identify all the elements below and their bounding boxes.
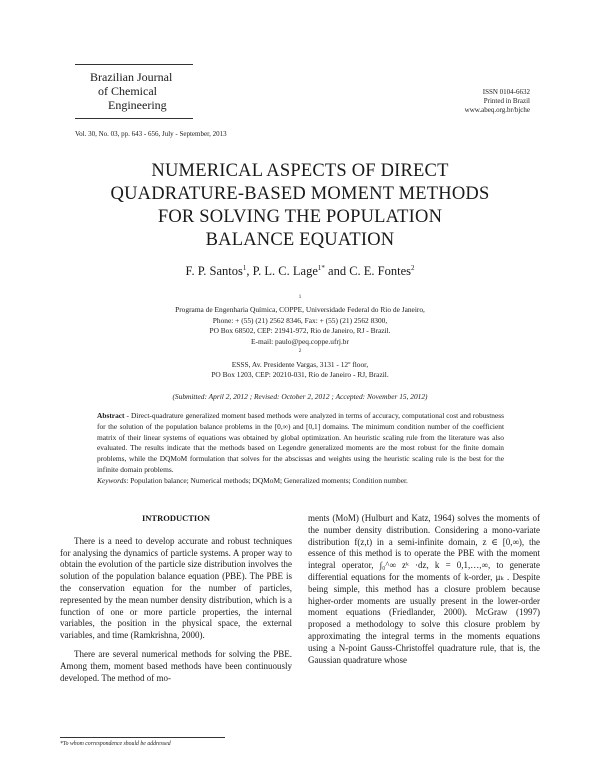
journal-line-1: Brazilian Journal (90, 70, 173, 84)
journal-name (90, 70, 190, 112)
affil-line-1: $^1$ Programa de Engenharia Química, COPPE, Universidade Federal do Rio de Janeiro, (175, 295, 425, 315)
title-line-1: NUMERICAL ASPECTS OF DIRECT (151, 161, 449, 181)
authors (60, 264, 540, 279)
submission-dates: (Submitted: April 2, 2012 ; Revised: October 2, 2012 ; Accepted: November 15, 2012) (172, 392, 428, 401)
keywords (97, 476, 504, 487)
intro-paragraph-1: There is a need to develop accurate and robust techniques for analysing the dynamics of particle systems. A proper way to obtain the evolution of the particle size distribution involves the solution of the population balance equation (PBE). The PBE is the conservation equation for the number of particles, represented by the mean number density distribution, which is a function of one or more particle properties, the internal variables, the position in the physical space, the external variables, and time (Ramkrishna, 2000). (60, 535, 292, 641)
author-2-sup: 1* (317, 264, 325, 272)
journal-line-2: of Chemical (98, 84, 157, 98)
author-3-sup: 2 (411, 264, 415, 272)
author-3: and C. E. Fontes (324, 264, 411, 279)
author-1: F. P. Santos (185, 264, 243, 279)
author-1-sup: 1 (242, 264, 247, 272)
intro-paragraph-2: There are several numerical methods for solving the PBE. Among them, moment based methods have been continuously developed. The method of mo- (60, 648, 292, 683)
issn: ISSN 0104-6632 (482, 88, 530, 96)
affil-line-3: PO Box 68502, CEP: 21941-972, Rio de Janeiro, RJ - Brazil. (209, 326, 391, 336)
right-column (308, 513, 540, 673)
journal-line-3: Engineering (108, 98, 167, 112)
paper-title (60, 160, 540, 252)
affiliations (60, 293, 540, 381)
title-line-2: QUADRATURE-BASED MOMENT METHODS (110, 184, 490, 204)
journal-rule-bottom (75, 118, 193, 119)
keywords-label: Keywords (97, 476, 127, 485)
author-2: , P. L. C. Lage (246, 264, 318, 279)
affil-sup-1: 1 (298, 295, 302, 300)
title-line-3: FOR SOLVING THE POPULATION (157, 207, 443, 227)
intro-paragraph-3: ments (MoM) (Hulburt and Katz, 1964) solves the moments of the number density distribution. Considering a mono-variate distribution f(z,t) in a semi-infinite domain, z ∈ [0,∞), the essence of this method is to operate the PBE with the moment integral operator, ∫₀^∞ zᵏ ·dz, k = 0,1,…,∞, to generate differential equations for the moments of k-order, μₖ . Despite being simple, this method has a closure problem because higher-order moments are usually present in the lower-order moment equations (Friedlander, 2000). McGraw (1997) proposed a methodology to solve this closure problem by approximating the integral terms in the moments equations using a N-point Gauss-Christoffel quadrature rule, that is, the Gaussian quadrature whose (308, 513, 540, 665)
footnote-rule (60, 737, 225, 738)
journal-rule-top (75, 64, 193, 65)
abstract-label: Abstract (97, 411, 125, 420)
affil-line-6: PO Box 1203, CEP: 20210-031, Rio de Janeiro - RJ, Brazil. (211, 370, 389, 380)
footnote: *To whom correspondence should be addressed (60, 741, 171, 747)
title-line-4: BALANCE EQUATION (205, 230, 395, 250)
left-column (60, 513, 292, 691)
printed-in: Printed in Brazil (483, 97, 530, 105)
section-heading-introduction: INTRODUCTION (141, 513, 210, 523)
affil-line-5: $^2$ ESSS, Av. Presidente Vargas, 3131 - 12º floor, (231, 349, 369, 369)
affil-line-2: Phone: + (55) (21) 2562 8346, Fax: + (55) (21) 2562 8300, (212, 315, 388, 325)
affil-sup-2: 2 (298, 349, 302, 355)
journal-meta (465, 88, 530, 115)
keywords-text: : Population balance; Numerical methods; DQMoM; Generalized moments; Condition number. (126, 476, 408, 485)
abstract (97, 411, 504, 476)
affil-email[interactable]: E-mail: paulo@peq.coppe.ufrj.br (251, 336, 349, 346)
abstract-text: - Direct-quadrature generalized moment based methods were analyzed in terms of accuracy, computational cost and robustness for the solution of the population balance problems in the [0,∞) and [0,1] domains. The minimum condition number of the coefficient matrix of their linear systems of equations was obtained by global optimization. An heuristic scaling rule from the literature was also evaluated. The results indicate that the methods based on Legendre generalized moments are the most robust for the finite domain problems, while the DQMoM formulation that solves for the abscissas and weights using the heuristic scaling rule is the best for the infinite domain problems. (97, 411, 504, 474)
journal-url[interactable]: www.abeq.org.br/bjche (464, 106, 530, 114)
volume-line: Vol. 30, No. 03, pp. 643 - 656, July - September, 2013 (75, 130, 227, 138)
